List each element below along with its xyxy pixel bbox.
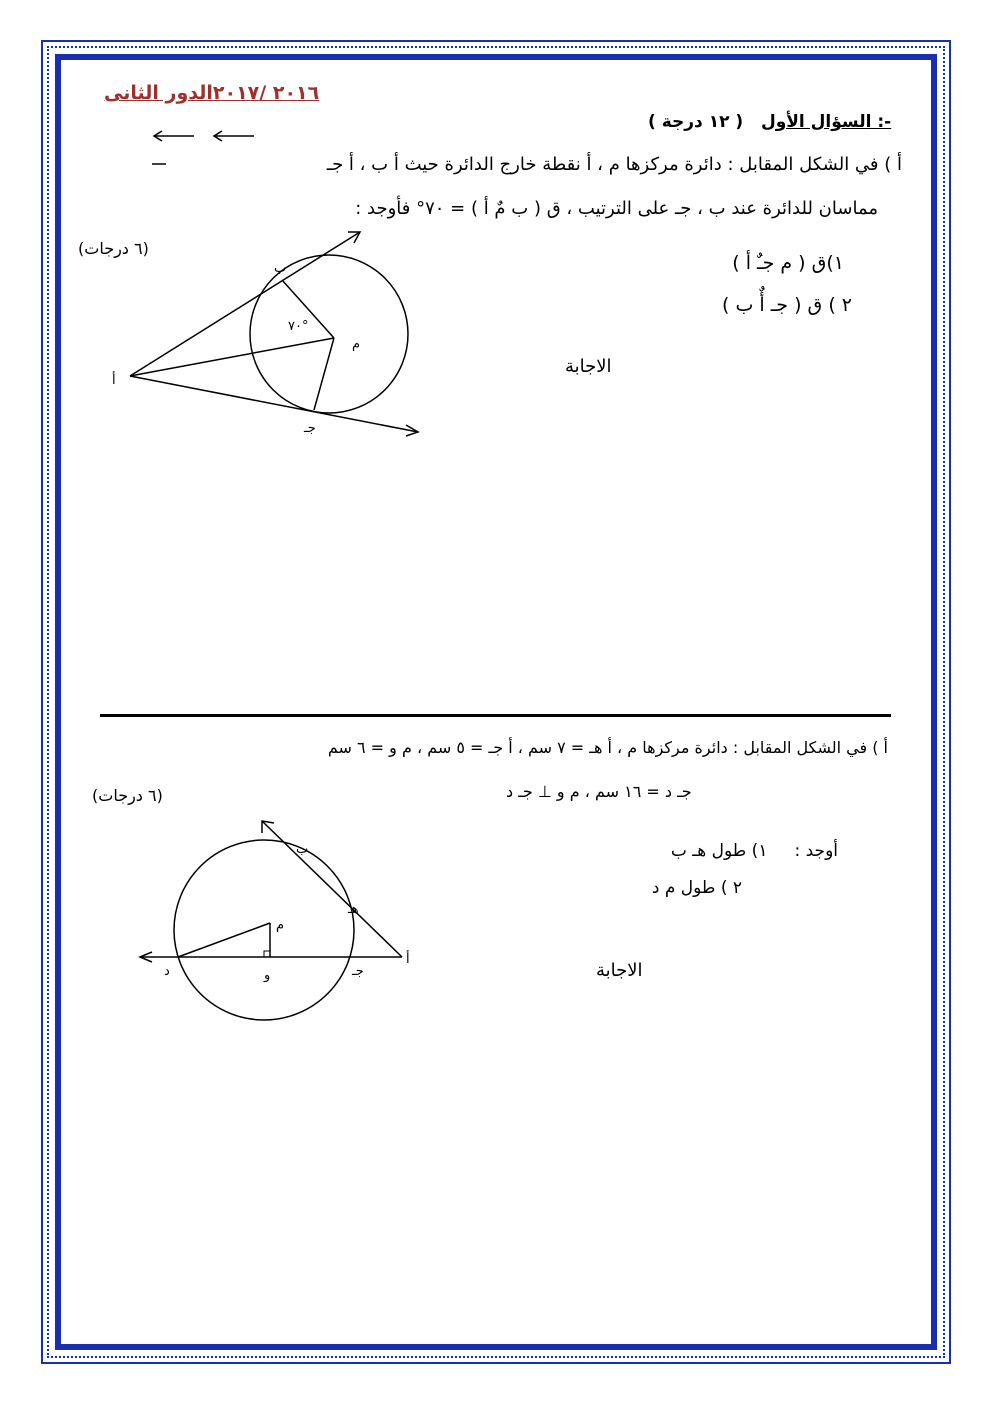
vector-arrows (150, 128, 260, 168)
label-b: ب (274, 261, 287, 276)
radius-mc (314, 338, 334, 410)
part-b-answer-label: الاجابة (596, 960, 643, 981)
part-b-statement-line1: أ ) في الشكل المقابل : دائرة مركزها م ، أ هـ = ٧ سم ، أ جـ = ٥ سم ، م و = ٦ سم (327, 738, 888, 757)
question-label: السؤال الأول :- (760, 112, 892, 132)
segment-md (178, 923, 270, 957)
section-divider (100, 714, 891, 717)
label-c: جـ (352, 964, 364, 979)
part-b-find-label: أوجد : (794, 841, 838, 861)
circle-m (174, 840, 354, 1020)
label-w: و (264, 968, 271, 983)
part-a-marks: (٦ درجات) (78, 239, 149, 258)
label-a: أ (406, 952, 410, 967)
part-a-answer-label: الاجابة (565, 356, 612, 377)
label-angle: ٧٠° (288, 319, 309, 334)
secant-circle-figure (130, 815, 430, 1020)
tangent-circle-figure (100, 220, 440, 450)
label-a: أ (112, 373, 116, 388)
part-b-marks: (٦ درجات) (92, 786, 163, 805)
question-heading (648, 114, 891, 131)
label-d: د (164, 964, 170, 979)
tangent-ac (130, 376, 418, 432)
title-round: الدور الثانى (104, 82, 213, 104)
label-c: جـ (304, 421, 316, 436)
part-b-statement-line2: جـ د = ١٦ سم ، م و ⊥ جـ د (506, 782, 692, 801)
part-a-find-1: ١)ق ( م جـٌ أ ) (732, 252, 844, 274)
secant-ab (262, 821, 402, 957)
label-h: هـ (348, 902, 359, 917)
part-b-find-1-text: ١) طول هـ ب (670, 841, 768, 861)
part-b-find-2: ٢ ) طول م د (651, 878, 742, 898)
question-marks: ( ١٢ درجة ) (648, 112, 744, 132)
title-years: ٢٠١٦ /٢٠١٧ (212, 82, 320, 104)
part-b-find-1 (671, 843, 838, 860)
label-m: م (276, 918, 285, 933)
label-m: م (352, 337, 361, 352)
label-b: ب (296, 842, 309, 857)
part-a-statement-line2: مماسان للدائرة عند ب ، جـ على الترتيب ، ق ( ب مٌ أ ) = ٧٠° فأوجد : (355, 198, 878, 219)
part-a-statement-line1: أ ) في الشكل المقابل : دائرة مركزها م ، أ نقطة خارج الدائرة حيث أ ب ، أ جـ (326, 154, 902, 175)
circle-m (250, 255, 408, 413)
exam-title (104, 84, 341, 103)
part-a-find-2: ٢ ) ق ( جـ أٌ ب ) (722, 294, 852, 316)
